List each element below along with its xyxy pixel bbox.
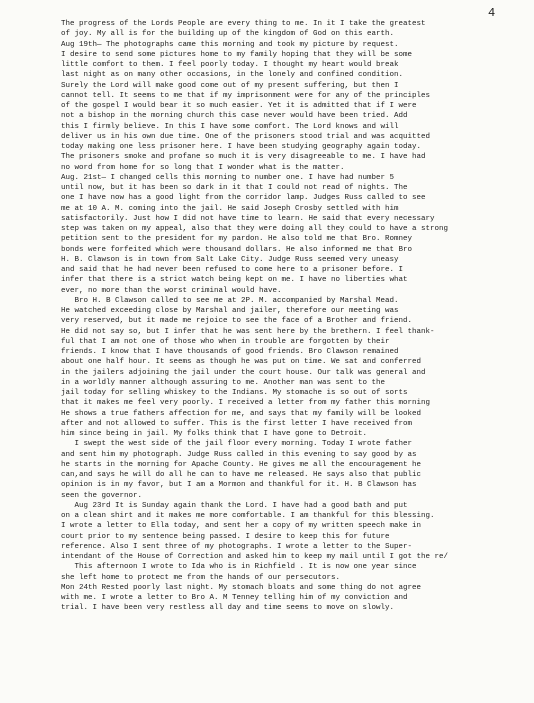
page-number: 4: [488, 6, 496, 20]
text-line: of joy. My all is for the building up of the kingdom of God on this earth.: [61, 30, 395, 39]
text-line: very reserved, but it made me rejoice to see the face of a Brother and friend.: [61, 317, 413, 326]
text-line: reference. Also I sent three of my photographs. I wrote a letter to the Super-: [61, 542, 413, 551]
text-line: and said that he had never been refused to come here to a prisoner before. I: [61, 266, 404, 274]
text-line: Bro H. B Clawson called to see me at 2P. M. accompanied by Marshal Mead.: [61, 296, 399, 305]
text-line: I swept the west side of the jail floor every morning. Today I wrote father: [61, 440, 413, 449]
text-line: H. B. Clawson is in town from Salt Lake City. Judge Russ seemed very uneasy: [61, 255, 399, 264]
text-line: He watched exceeding close by Marshal and jailer, therefore our meeting was: [61, 307, 399, 315]
text-line: cannot tell. It seems to me that if my imprisonment were for any of the principles: [61, 91, 431, 100]
text-line: last night as on many other occasions, in the lonely and confined condition.: [61, 71, 404, 80]
text-line: jail today for selling whiskey to the Indians. My stomache is so out of sorts: [61, 389, 408, 397]
text-line: little comfort to them. I feel poorly today. I thought my heart would break: [61, 61, 399, 69]
text-line: This afternoon I wrote to Ida who is in Richfield . It is now one year since: [61, 563, 417, 572]
text-line: in the jailers adjoining the jail under the court house. Our talk was general and: [61, 368, 426, 377]
text-line: can,and says he will do all he can to have me released. He says also that public: [61, 471, 422, 479]
text-line: opinion is in my favor, but I am a Mormon and thankful for it. H. B Clawson has: [61, 481, 417, 490]
text-line: ever, no more than the worst criminal would have.: [61, 286, 282, 295]
text-line: intendant of the House of Correction and asked him to keep my mail until I got the re/: [61, 553, 449, 561]
text-line: on a clean shirt and it makes me more comfortable. I am thankful for this blessing.: [61, 512, 435, 520]
text-line: court prior to my sentence being passed. I desire to keep this for future: [61, 532, 390, 541]
text-line: with me. I wrote a letter to Bro A. M Tenney telling him of my conviction and: [61, 594, 408, 602]
text-line: Mon 24th Rested poorly last night. My stomach bloats and some thing do not agree: [61, 583, 422, 592]
text-line: The progress of the Lords People are every thing to me. In it I take the greatest: [61, 20, 426, 28]
text-line: Aug. 21st— I changed cells this morning to number one. I have had number 5: [61, 173, 395, 182]
text-line: infer that there is a strict watch being kept on me. I have no liberties what: [61, 276, 408, 285]
text-line: ful that I am not one of those who when in trouble are forgotten by their: [61, 337, 390, 346]
text-line: step was taken on my appeal, also that they were doing all they could to have a strong: [61, 225, 449, 233]
text-line: and sent him my photograph. Judge Russ called in this evening to say good by as: [61, 450, 417, 459]
text-line: me at 10 A. M. coming into the jail. He said Joseph Crosby settled with him: [61, 204, 399, 213]
text-line: today making one less prisoner here. I have been studying geography again today.: [61, 143, 422, 151]
text-line: deliver us in his own due time. One of the prisoners stood trial and was acquitted: [61, 132, 431, 141]
text-line: him since being in jail. My folks think that I have gone to Detroit.: [61, 430, 368, 438]
text-line: he starts in the morning for Apache County. He gives me all the encouragement he: [61, 460, 422, 469]
text-line: in a worldly manner although assuring to me. Another man was sent to the: [61, 378, 386, 387]
text-line: trial. I have been very restless all day and time seems to move on slowly.: [61, 604, 395, 613]
text-line: Aug 23rd It is Sunday again thank the Lord. I have had a good bath and put: [61, 501, 408, 510]
text-line: of the gospel I would bear it so much easier. Yet it is admitted that if I were: [61, 102, 417, 110]
text-line: He did not say so, but I infer that he was sent here by the brethern. I feel thank-: [61, 327, 435, 336]
text-line: until now, but it has been so dark in it that I could not read of nights. The: [61, 184, 408, 192]
text-line: Surely the Lord will make good come out of my present suffering, but then I: [61, 81, 399, 90]
text-line: He shows a true fathers affection for me, and says that my family will be looked: [61, 409, 422, 418]
text-line: I wrote a letter to Ella today, and sent her a copy of my written speech make in: [61, 522, 422, 531]
text-line: Aug 19th— The photographs came this morning and took my picture by request.: [61, 40, 399, 49]
text-line: The prisoners smoke and profane so much it is very disagreeable to me. I have had: [61, 153, 426, 162]
text-line: not a bishop in the morning church this case never would have been tried. Add: [61, 112, 408, 121]
text-line: petition sent to the president for my pardon. He also told me that Bro. Romney: [61, 235, 413, 244]
text-line: she left home to protect me from the hands of our persecutors.: [61, 573, 341, 582]
text-line: no word from home for so long that I wonder what is the matter.: [61, 163, 345, 172]
text-line: this I firmly believe. In this I have some comfort. The Lord knows and will: [61, 122, 399, 131]
text-line: one I have now has a good light from the corridor lamp. Judges Russ called to see: [61, 194, 426, 203]
text-line: about one half hour. It seems as though he was put on time. We sat and conferred: [61, 358, 422, 367]
text-line: seen the governor.: [61, 491, 143, 500]
text-line: bonds were forfeited which were thousand dollars. He also informed me that Bro: [61, 245, 413, 254]
text-line: after and not allowed to suffer. This is the first letter I have received from: [61, 419, 413, 428]
text-line: friends. I know that I have thousands of good friends. Bro Clawson remained: [61, 348, 399, 356]
text-line: satisfactorily. Just how I did not have time to learn. He said that every necessary: [61, 214, 435, 223]
text-line: I desire to send some pictures home to my family hoping that they will be some: [61, 50, 413, 59]
typewritten-journal-text: [61, 19, 529, 614]
text-line: that it makes me feel very poorly. I received a letter from my father this morning: [61, 399, 431, 408]
